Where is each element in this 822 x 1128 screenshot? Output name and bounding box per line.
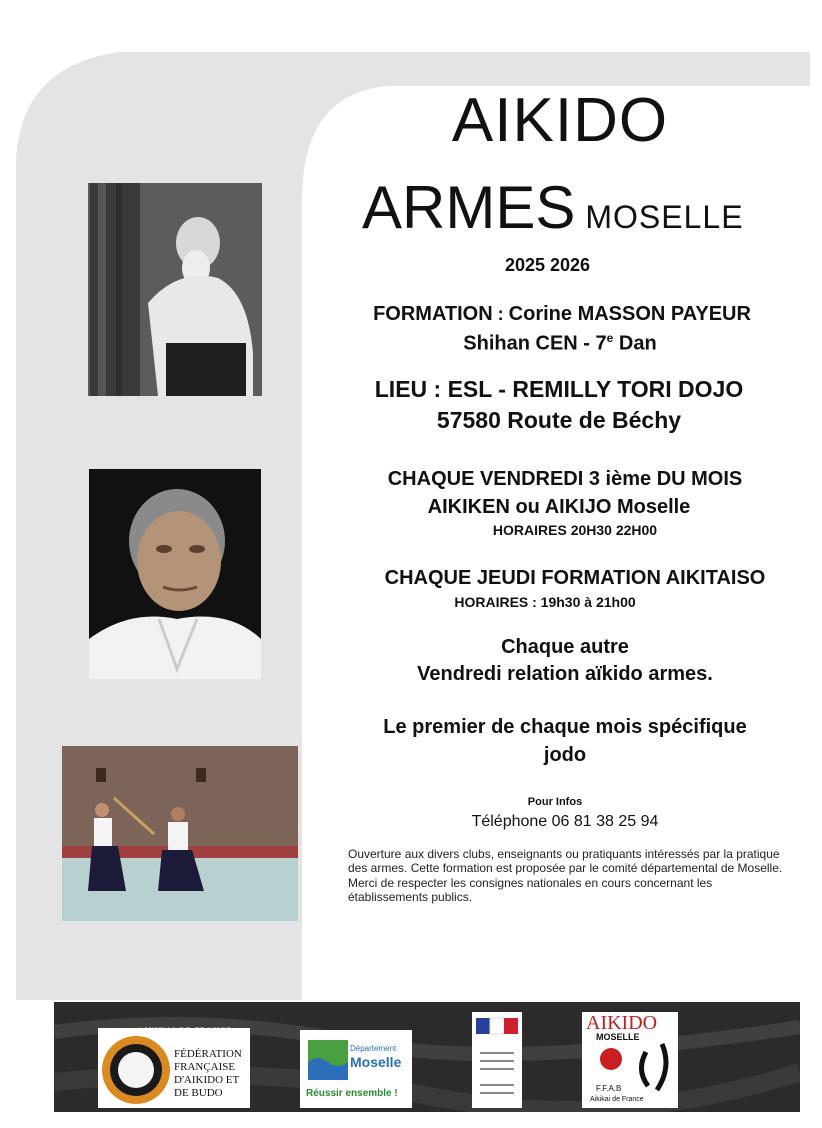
photo-master-portrait xyxy=(89,469,261,679)
autre-line1: Chaque autre xyxy=(501,636,629,658)
title-aikido: AIKIDO xyxy=(451,86,669,155)
aikido-logo-sub: MOSELLE xyxy=(596,1032,640,1042)
moselle-name: Moselle xyxy=(350,1054,402,1070)
logo-aikido-moselle xyxy=(582,1012,678,1108)
grade-suffix: Dan xyxy=(613,332,657,355)
lieu-line1: LIEU : ESL - REMILLY TORI DOJO xyxy=(374,376,744,402)
ffab-l4: DE BUDO xyxy=(174,1087,223,1099)
premier-line2: jodo xyxy=(543,744,587,766)
moselle-emblem xyxy=(308,1040,348,1080)
ffab-l3: D'AIKIDO ET xyxy=(174,1074,240,1086)
aikido-red-seal xyxy=(598,1046,624,1072)
vendredi-line2: AIKIKEN ou AIKIJO Moselle xyxy=(427,496,691,518)
grade-sup: e xyxy=(606,331,614,345)
formation-sep: : xyxy=(492,304,509,324)
lieu-line2: 57580 Route de Béchy xyxy=(436,407,682,433)
photo-master-tree xyxy=(88,183,262,396)
logo-prefecture xyxy=(472,1012,522,1108)
vendredi-line1: CHAQUE VENDREDI 3 ième DU MOIS xyxy=(387,468,743,490)
photo-practitioners xyxy=(62,746,298,921)
logo-band xyxy=(54,1002,800,1112)
aikido-logo-title: AIKIDO xyxy=(586,1012,658,1034)
title-armes xyxy=(362,174,822,241)
aikido-logo-ffab: F.F.A.B xyxy=(596,1084,622,1093)
aikido-logo-aikikai: Aikikai de France xyxy=(590,1096,644,1103)
aikido-calligraphy xyxy=(632,1042,672,1092)
moselle-top: Département xyxy=(350,1044,397,1053)
logo-ffab xyxy=(98,1028,250,1108)
jeudi-line1: CHAQUE JEUDI FORMATION AIKITAISO xyxy=(384,567,766,589)
autre-line2: Vendredi relation aïkido armes. xyxy=(417,663,713,685)
moselle-slogan: Réussir ensemble ! xyxy=(306,1088,398,1099)
jeudi-horaires: HORAIRES : 19h30 à 21h00 xyxy=(454,594,636,610)
ffab-top: AIKIKAI DE FRANCE xyxy=(138,1026,233,1035)
title-armes-main: ARMES xyxy=(362,174,576,241)
premier-line1: Le premier de chaque mois spécifique xyxy=(383,716,747,738)
formation-grade xyxy=(300,331,820,356)
grade-prefix: Shihan CEN - 7 xyxy=(463,332,607,355)
ffab-emblem xyxy=(100,1034,172,1106)
season: 2025 2026 xyxy=(504,255,591,275)
infos-label: Pour Infos xyxy=(527,796,583,808)
ffab-l1: FÉDÉRATION xyxy=(174,1048,242,1060)
logo-moselle xyxy=(300,1030,412,1108)
ffab-l2: FRANÇAISE xyxy=(174,1061,236,1073)
prefecture-emblem xyxy=(472,1012,522,1108)
telephone: Téléphone 06 81 38 25 94 xyxy=(471,813,659,830)
formation-label: FORMATION xyxy=(373,303,493,325)
info-paragraph: Ouverture aux divers clubs, enseignants ou pratiquants intéressés par la pratique des armes. Cette formation est proposée par le comité départemental de Moselle. Merci de respecter les consignes nationales en cours concernant les établissements publics. xyxy=(348,847,783,905)
formation-line xyxy=(308,303,816,326)
formation-instructor: Corine MASSON PAYEUR xyxy=(508,303,751,325)
title-moselle: MOSELLE xyxy=(585,199,744,235)
vendredi-horaires: HORAIRES 20H30 22H00 xyxy=(492,522,658,538)
